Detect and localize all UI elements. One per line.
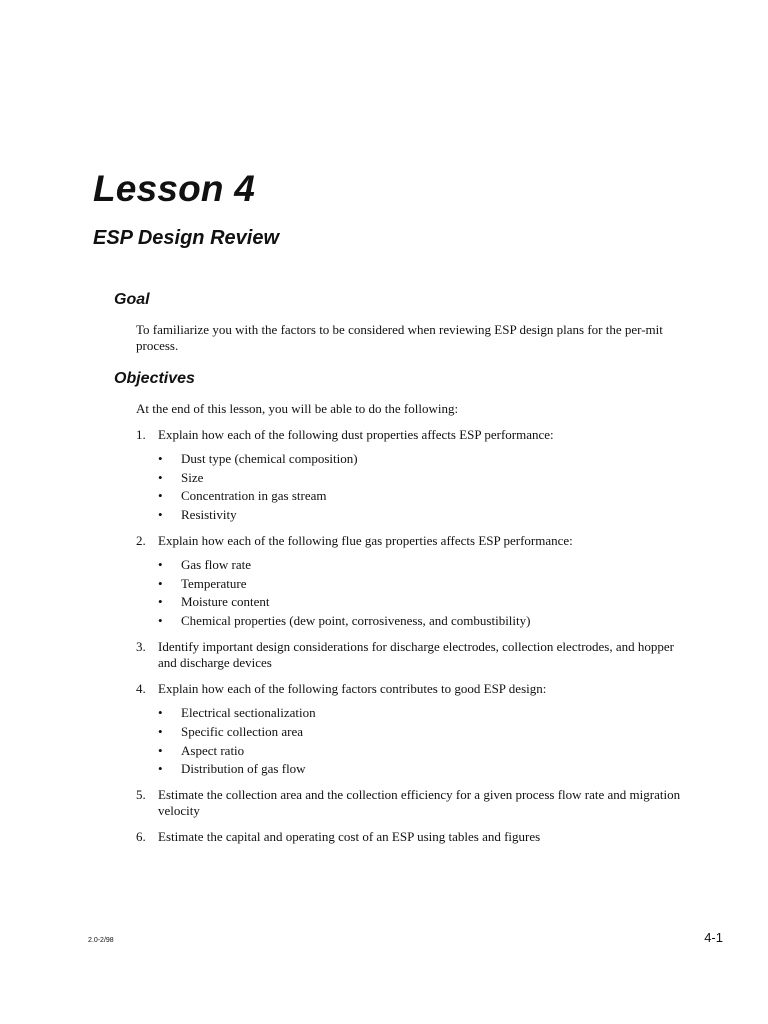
objective-subitem <box>158 761 688 777</box>
objective-subitem-text: Gas flow rate <box>181 557 252 573</box>
objective-subitem-text: Resistivity <box>181 507 237 523</box>
objective-number: 4. <box>136 681 146 697</box>
objective-subitem-text: Moisture content <box>181 594 270 610</box>
page-number: 4-1 <box>704 930 723 945</box>
bullet-icon: • <box>158 723 163 739</box>
objective-subitem <box>158 724 688 740</box>
objective-subitem <box>158 507 688 523</box>
bullet-icon: • <box>158 705 163 721</box>
objective-subitem-text: Temperature <box>181 575 247 591</box>
objective-subitem <box>158 557 688 573</box>
bullet-icon: • <box>158 557 163 573</box>
objective-subitem-text: Chemical properties (dew point, corrosiveness, and combustibility) <box>181 613 531 629</box>
objective-number: 2. <box>136 533 146 549</box>
objective-subitem <box>158 743 688 759</box>
objective-number: 3. <box>136 639 146 655</box>
objective-subitem-text: Dust type (chemical composition) <box>181 451 358 466</box>
lesson-title: Lesson 4 <box>93 168 255 209</box>
bullet-icon: • <box>158 575 163 591</box>
objective-subitem-text: Concentration in gas stream <box>181 488 327 504</box>
bullet-icon: • <box>158 507 163 523</box>
goal-text: To familiarize you with the factors to be considered when reviewing ESP design plans for the per-mit process. <box>136 322 663 353</box>
bullet-icon: • <box>158 451 163 466</box>
bullet-icon: • <box>158 488 163 504</box>
objective-number: 6. <box>136 829 146 845</box>
objective-number: 5. <box>136 787 146 803</box>
objective-subitem-text: Electrical sectionalization <box>181 705 316 721</box>
objectives-heading: Objectives <box>114 370 195 387</box>
lesson-subtitle: ESP Design Review <box>93 227 279 249</box>
objectives-list <box>136 427 688 855</box>
objective-sublist <box>158 705 688 777</box>
objective-item <box>136 639 688 671</box>
objective-sublist <box>158 451 688 523</box>
objective-subitem <box>158 594 688 610</box>
objective-number: 1. <box>136 427 146 442</box>
bullet-icon: • <box>158 761 163 777</box>
objective-item <box>136 427 688 523</box>
objective-text: Identify important design considerations for discharge electrodes, collection electrodes, and hopper and discharge devices <box>158 639 674 671</box>
objective-subitem <box>158 470 688 486</box>
bullet-icon: • <box>158 613 163 629</box>
objective-item <box>136 533 688 629</box>
objective-subitem-text: Specific collection area <box>181 723 303 739</box>
objective-text: Estimate the collection area and the collection efficiency for a given process flow rate and migration velocity <box>158 787 681 819</box>
objective-subitem-text: Size <box>181 469 204 485</box>
objective-text: Explain how each of the following factors contributes to good ESP design: <box>158 681 547 697</box>
bullet-icon: • <box>158 594 163 610</box>
objectives-intro: At the end of this lesson, you will be able to do the following: <box>136 401 459 416</box>
bullet-icon: • <box>158 742 163 758</box>
objective-subitem <box>158 705 688 721</box>
objective-text: Explain how each of the following dust properties affects ESP performance: <box>158 427 554 442</box>
footer-version: 2.0-2/98 <box>88 937 114 944</box>
objective-item <box>136 681 688 777</box>
objective-subitem <box>158 451 688 467</box>
objective-subitem <box>158 613 688 629</box>
objective-subitem <box>158 488 688 504</box>
objective-item <box>136 829 688 845</box>
objective-subitem-text: Distribution of gas flow <box>181 761 306 777</box>
objective-text: Estimate the capital and operating cost of an ESP using tables and figures <box>158 829 541 845</box>
objective-subitem-text: Aspect ratio <box>181 742 245 758</box>
objective-subitem <box>158 576 688 592</box>
objective-item <box>136 787 688 819</box>
bullet-icon: • <box>158 469 163 485</box>
objective-sublist <box>158 557 688 629</box>
objective-text: Explain how each of the following flue gas properties affects ESP performance: <box>158 533 573 549</box>
goal-heading: Goal <box>114 291 150 308</box>
